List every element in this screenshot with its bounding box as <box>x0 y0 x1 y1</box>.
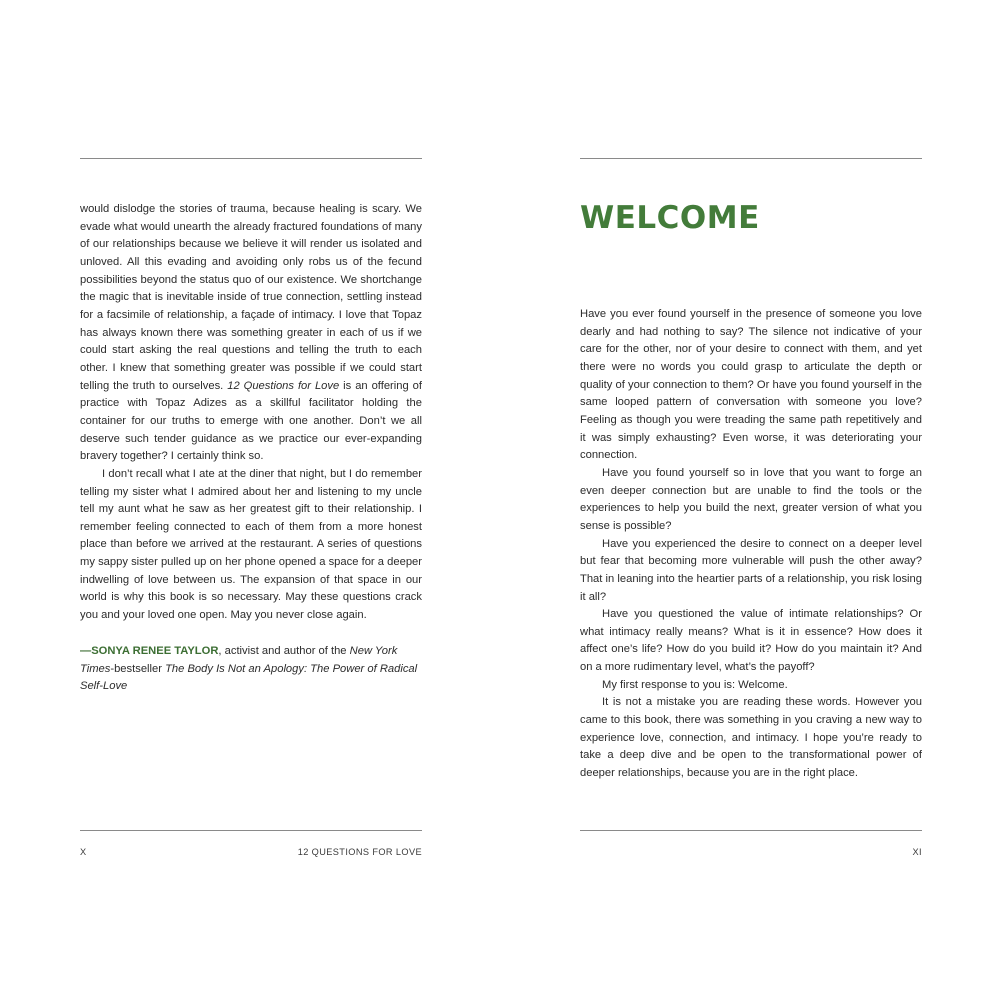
top-rule <box>80 158 422 159</box>
left-body-text <box>80 201 422 625</box>
paragraph: Have you experienced the desire to connect on a deeper level but fear that becoming more vulnerable will push the other away? That in leaning into the heartier parts of a relationship, you risk losing it all? <box>580 537 922 603</box>
page-number: XI <box>912 847 922 857</box>
right-body-text <box>580 306 922 783</box>
publication-name: New York Times <box>80 645 398 675</box>
bottom-rule <box>580 830 922 831</box>
paragraph <box>80 466 422 625</box>
bottom-rule <box>80 830 422 831</box>
right-page <box>580 0 922 1000</box>
paragraph: Have you found yourself so in love that you want to forge an even deeper connection but are unable to find the tools or the experiences to help you build the next, greater version of what you sense is possible? <box>580 466 922 532</box>
paragraph: Have you ever found yourself in the presence of someone you love dearly and had nothing to say? The silence not indicative of your care for the other, nor of your desire to connect with them, and yet there were no words you could grasp to articulate the depth or quality of your connection to them? Or have you found yourself in the same looped pattern of conversation with someone you love? Feeling as though you were treading the same path repetitively and it was simply exhausting? Even worse, it was deteriorating your connection. <box>580 308 922 462</box>
page-number: X <box>80 847 87 857</box>
attribution-dash: — <box>80 645 92 657</box>
paragraph: Have you questioned the value of intimate relationships? Or what intimacy really means? What is it in essence? How does it affect one’s life? How do you build it? How do you maintain it? And on a more rudimentary level, what’s the payoff? <box>580 608 922 674</box>
foreword-attribution <box>80 643 422 696</box>
paragraph: My first response to you is: Welcome. <box>602 678 788 691</box>
paragraph <box>80 201 422 466</box>
paragraph: It is not a mistake you are reading these words. However you came to this book, there was something in you craving a new way to experience love, connection, and intimacy. I hope you’re ready to take a deep dive and be open to the transformational power of deeper relationships, because you are in the right place. <box>580 696 922 780</box>
running-head: 12 QUESTIONS FOR LOVE <box>297 847 422 857</box>
text-run: is an offering of practice with Topaz Adizes as a skillful facilitator holding the container for our truths to emerge with one another. Don’t we all deserve such tender guidance as we practice our ever-expanding bravery together? I certainly think so. <box>80 379 422 463</box>
chapter-title: WELCOME <box>580 200 760 236</box>
text-run: I don’t recall what I ate at the diner that night, but I do remember telling my sister what I admired about her and listening to my uncle tell my aunt what he saw as her greatest gift to their relationship. I remember feeling connected to each of them from a more honest place than before we arrived at the restaurant. A series of questions my sappy sister pulled up on her phone opened a space for a deeper indwelling of love between us. The expansion of that space in our world is why this book is so necessary. May these questions crack you and your loved one open. May you never close again. <box>80 467 422 622</box>
author-role: , activist and author of the <box>218 645 350 657</box>
left-page <box>80 0 422 1000</box>
author-role-2: -bestseller <box>110 662 166 675</box>
author-name: SONYA RENEE TAYLOR <box>91 645 219 657</box>
text-run: would dislodge the stories of trauma, because healing is scary. We evade what would unearth the already fractured foundations of many of our relationships because we believe it will render us isolated and unloved. All this evading and avoiding only robs us of the fecund possibilities beyond the status quo of our existence. We shortchange the magic that is inevitable inside of true connection, settling instead for a facsimile of relationship, a façade of intimacy. I love that Topaz has always known there was something greater in each of us if we could start asking the real questions and telling the truth to each other. I knew that something greater was possible if we could start telling the truth to ourselves. <box>80 203 422 392</box>
book-title-italic: 12 Questions for Love <box>227 379 340 392</box>
author-book-title: The Body Is Not an Apology: The Power of Radical Self-Love <box>80 662 418 693</box>
top-rule <box>580 158 922 159</box>
